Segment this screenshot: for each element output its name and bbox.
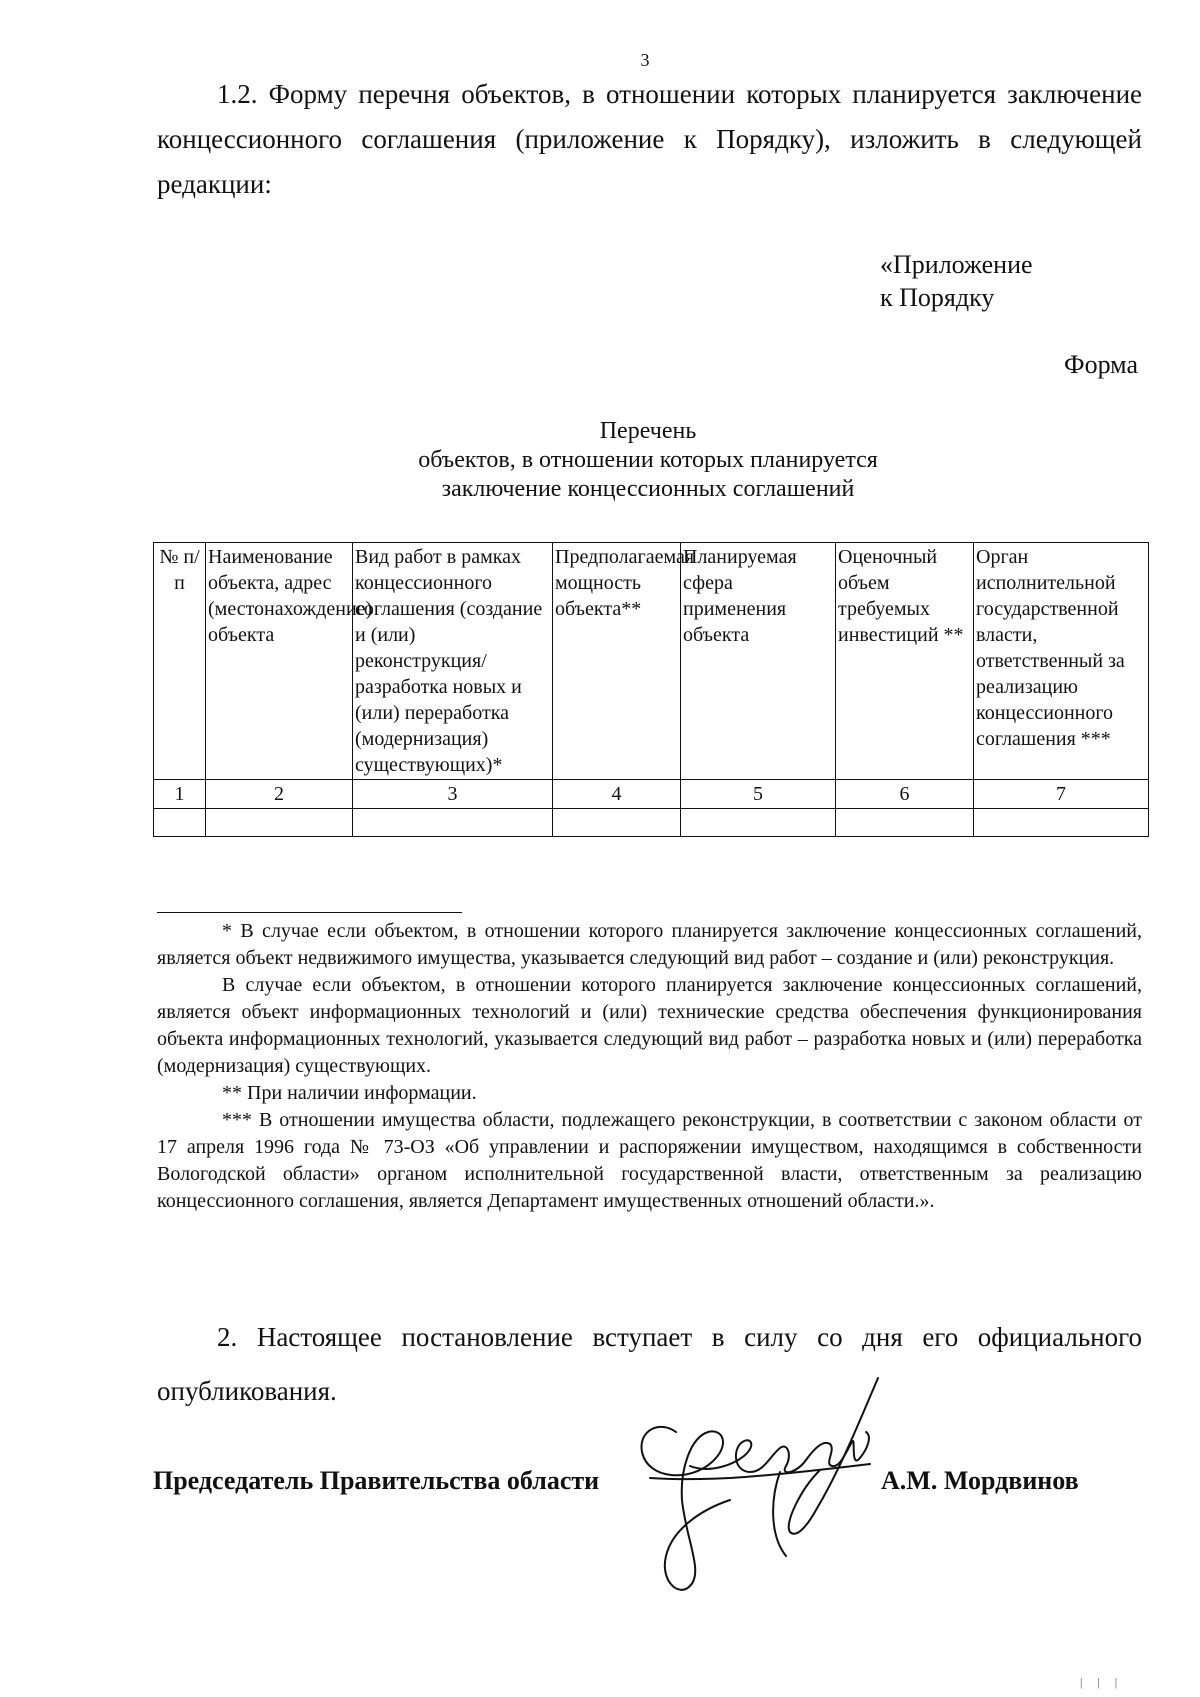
appendix-line-2: к Порядку: [880, 283, 995, 312]
scan-marks: | | |: [1080, 1675, 1124, 1689]
table-header-cell: № п/п: [154, 543, 206, 780]
table-number-cell: 3: [353, 780, 553, 809]
table-header-cell: Вид работ в рамках концессионного соглашения (создание и (или) реконструкция/разработка новых и (или) переработка (модернизация) существующих)*: [353, 543, 553, 780]
signatory-title: Председатель Правительства области: [153, 1466, 600, 1495]
list-title-line-3: заключение концессионных соглашений: [441, 476, 855, 502]
table-number-cell: 7: [974, 780, 1149, 809]
table-empty-cell: [553, 809, 681, 837]
table-empty-cell: [974, 809, 1149, 837]
footnote-3: *** В отношении имущества области, подлежащего реконструкции, в соответствии с законом области от 17 апреля 1996 года № 73-ОЗ «Об управлении и распоряжении имуществом, находящимся в собственности Вологодской области» органом исполнительной государственной власти, ответственным за реализацию концессионного соглашения, является Департамент имущественных отношений области.».: [157, 1109, 1142, 1212]
table-empty-cell: [353, 809, 553, 837]
page-number: 3: [640, 50, 650, 70]
table-number-cell: 6: [836, 780, 974, 809]
paragraph-2: 2. Настоящее постановление вступает в силу со дня его официального опубликования.: [157, 1322, 1142, 1406]
footnote-2: ** При наличии информации.: [222, 1082, 477, 1104]
table-number-cell: 1: [154, 780, 206, 809]
table-header-cell: Орган исполнительной государственной власти, ответственный за реализацию концессионного соглашения ***: [974, 543, 1149, 780]
appendix-heading: [880, 248, 1033, 314]
footnote-divider: [157, 912, 462, 913]
table-header-row: [154, 543, 1149, 780]
footnote-1b: В случае если объектом, в отношении которого планируется заключение концессионных соглашений, является объект информационных технологий и (или) технические средства обеспечения функционирования объекта информационных технологий, указывается следующий вид работ – разработка новых и (или) переработка (модернизация) существующих.: [157, 974, 1142, 1077]
table-empty-cell: [206, 809, 353, 837]
table-empty-cell: [836, 809, 974, 837]
list-title-line-1: Перечень: [599, 418, 697, 444]
form-label: Форма: [1064, 350, 1138, 379]
handwritten-signature: [620, 1360, 940, 1600]
table-number-cell: 4: [553, 780, 681, 809]
table-number-row: [154, 780, 1149, 809]
footnotes: [157, 918, 1142, 1215]
objects-table: [153, 542, 1149, 837]
table-empty-row: [154, 809, 1149, 837]
table-header-cell: Наименование объекта, адрес (местонахождение) объекта: [206, 543, 353, 780]
signatory-name: А.М. Мордвинов: [881, 1466, 1079, 1495]
footnote-1: * В случае если объектом, в отношении которого планируется заключение концессионных соглашений, является объект недвижимого имущества, указывается следующий вид работ – создание и (или) реконструкция.: [157, 920, 1142, 969]
list-title: [158, 417, 1138, 504]
table-empty-cell: [154, 809, 206, 837]
table-header-cell: Оценочный объем требуемых инвестиций **: [836, 543, 974, 780]
table-header-cell: Предполагаемая мощность объекта**: [553, 543, 681, 780]
table-number-cell: 5: [681, 780, 836, 809]
appendix-line-1: «Приложение: [880, 250, 1033, 279]
table-header-cell: Планируемая сфера применения объекта: [681, 543, 836, 780]
table-number-cell: 2: [206, 780, 353, 809]
list-title-line-2: объектов, в отношении которых планируется: [418, 447, 878, 473]
table-empty-cell: [681, 809, 836, 837]
paragraph-1-2: 1.2. Форму перечня объектов, в отношении которых планируется заключение концессионного соглашения (приложение к Порядку), изложить в следующей редакции:: [157, 79, 1142, 199]
